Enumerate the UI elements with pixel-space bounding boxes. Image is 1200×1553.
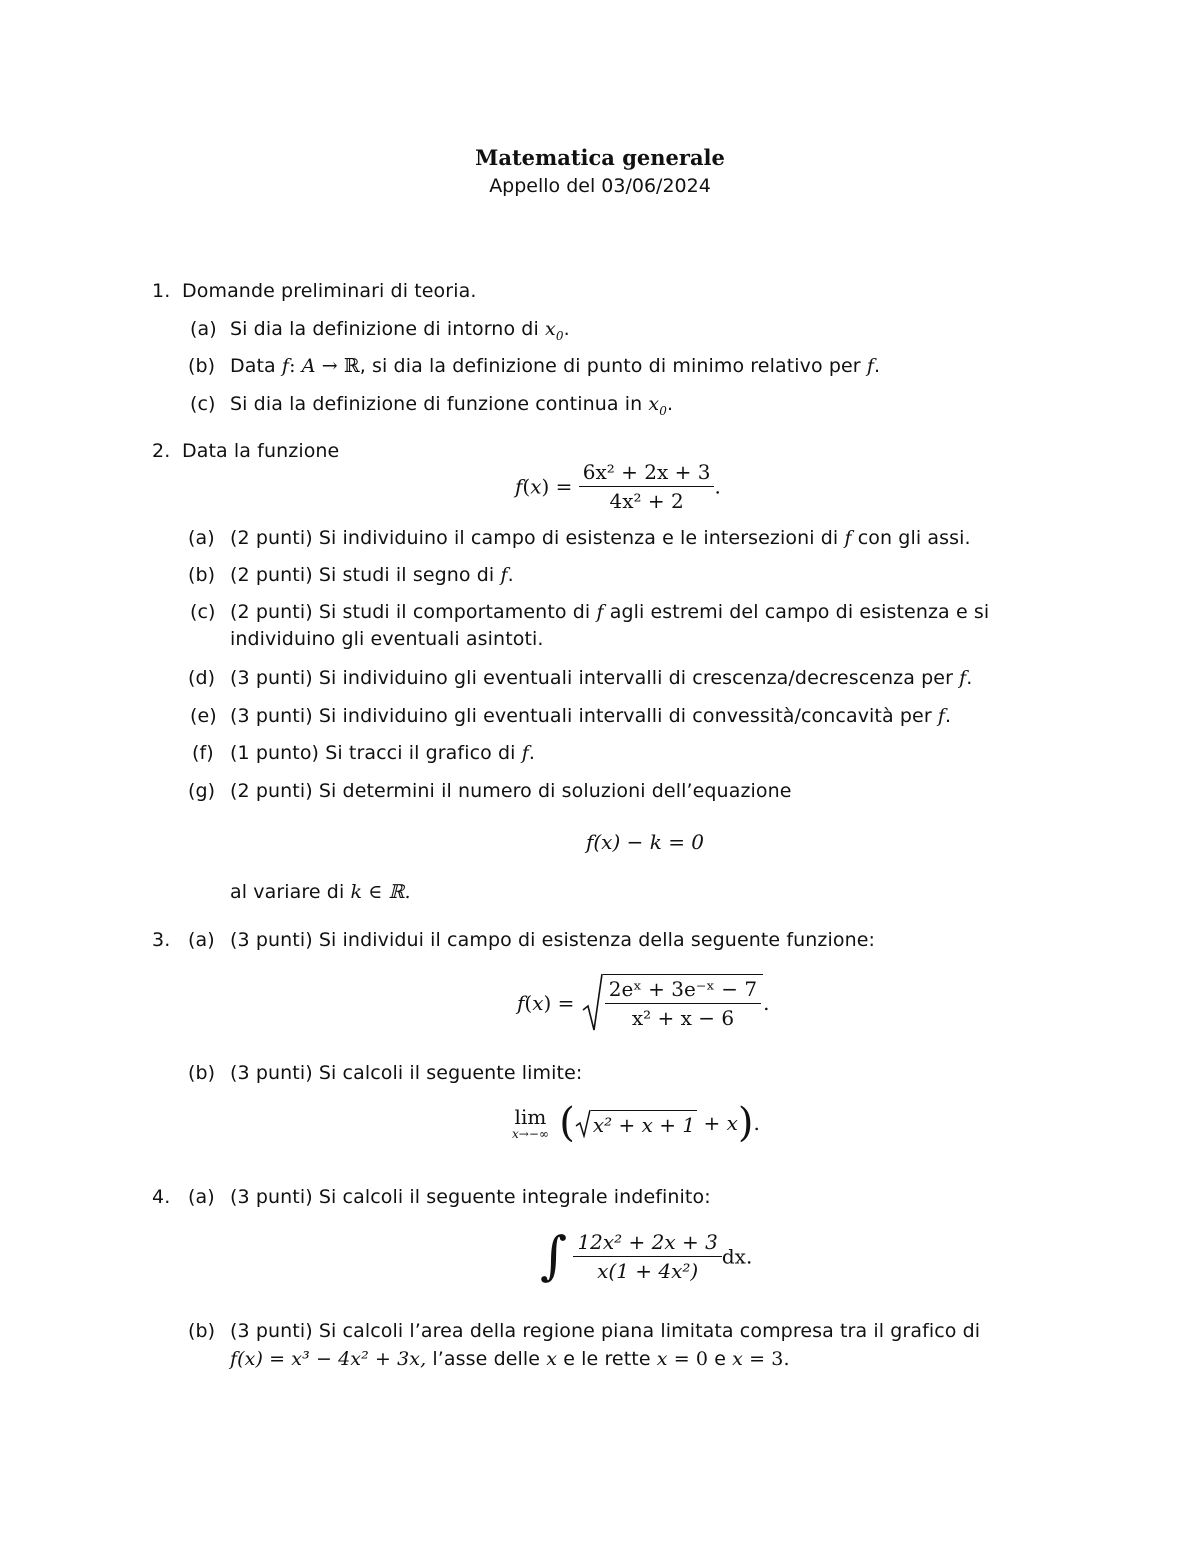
q4-a-item [230,1186,711,1208]
q3-b-limit: lim x→−∞ ( x² + x + 1 + x). [512,1100,760,1146]
q2-c-points: (2 punti) [230,601,313,623]
q4-int-numerator: 12x² + 2x + 3 [577,1230,718,1254]
q2-d-label: (d) [188,667,216,689]
q1-c-text: Si dia la definizione di funzione continua in [230,393,643,415]
q3-b-text: Si calcoli il seguente limite: [318,1062,583,1084]
q2-f-label: (f) [192,742,214,764]
page-subtitle: Appello del 03/06/2024 [489,175,711,197]
q3-a-denominator: x² + x − 6 [605,1003,761,1030]
q2-func-numerator: 6x² + 2x + 3 [582,460,711,484]
q2-c-item: (2 punti) Si studi il comportamento di f agli estremi del campo di esistenza e si [230,601,990,623]
q3-a-item [230,929,875,951]
q4-b-label: (b) [188,1320,216,1342]
q3-b-points: (3 punti) [230,1062,313,1084]
q4-b-text2: l’asse delle [432,1348,541,1370]
q2-e-item: (3 punti) Si individuino gli eventuali intervalli di convessità/concavità per f. [230,705,952,727]
q4-b-function: f(x) = x³ − 4x² + 3x, [230,1348,427,1370]
q2-f-item: (1 punto) Si tracci il grafico di f. [230,742,535,764]
q4-b-line1: Si calcoli l’area della regione piana limitata compresa tra il grafico di [318,1320,981,1342]
q1-a-text: Si dia la definizione di intorno di [230,318,539,340]
q2-f-points: (1 punto) [230,742,320,764]
q4-int-denominator: x(1 + 4x²) [573,1256,721,1283]
q4-number: 4. [152,1186,171,1208]
q1-a-item: Si dia la definizione di intorno di $x_0$. [230,318,570,343]
q2-e-text: Si individuino gli eventuali intervalli di convessità/concavità per [318,705,932,727]
q2-g-label: (g) [188,780,216,802]
q3-b-item [230,1062,582,1084]
q1-b-label: (b) [188,355,216,377]
sqrt-symbol [581,972,763,1034]
q4-b-points: (3 punti) [230,1320,313,1342]
q2-b-item: (2 punti) Si studi il segno di f. [230,564,514,586]
q1-c-label: (c) [190,393,216,415]
q3-a-label: (a) [188,929,215,951]
q2-g-after-math: k ∈ ℝ. [350,881,411,903]
q3-b-label: (b) [188,1062,216,1084]
lim-tail: + x [703,1111,738,1135]
q4-int-dx: dx. [721,1244,753,1269]
q2-c-line2: individuino gli eventuali asintoti. [230,628,544,650]
q2-g-equation: f(x) − k = 0 [585,830,705,854]
q2-g-after-text: al variare di [230,881,345,903]
q2-number: 2. [152,440,171,462]
q2-fraction [579,460,715,513]
q2-a-tail: con gli assi. [857,527,971,549]
q1-b-pre: Data [230,355,276,377]
q4-a-label: (a) [188,1186,215,1208]
q1-number: 1. [152,280,171,302]
q1-c-item: Si dia la definizione di funzione continua in $x_0$. [230,393,674,418]
q2-a-points: (2 punti) [230,527,313,549]
q4-b-line2: f(x) = x³ − 4x² + 3x, l’asse delle x e le rette x = 0 e x = 3. [230,1348,790,1370]
lim-subscript: x→−∞ [512,1127,549,1141]
q2-g-item [230,780,792,802]
q2-d-item: (3 punti) Si individuino gli eventuali intervalli di crescenza/decrescenza per f. [230,667,973,689]
q4-b-text3: e le rette [563,1348,651,1370]
lim-radicand: x² + x + 1 [591,1110,697,1137]
lim-operator [512,1105,549,1141]
page-title: Matematica generale [475,145,725,170]
q2-g-points: (2 punti) [230,780,313,802]
q4-b-item [230,1320,980,1342]
q2-b-text: Si studi il segno di [318,564,495,586]
q2-e-points: (3 punti) [230,705,313,727]
q2-c-text: Si studi il comportamento di [318,601,591,623]
q2-f-text: Si tracci il grafico di [325,742,516,764]
q2-b-label: (b) [188,564,216,586]
q1-a-label: (a) [190,318,217,340]
q3-a-points: (3 punti) [230,929,313,951]
q2-c-tail: agli estremi del campo di esistenza e si [609,601,990,623]
integral-sign: ∫ [540,1226,568,1287]
q1-b-item: Data f: A → ℝ, si dia la definizione di punto di minimo relativo per f. [230,355,881,377]
q2-intro: Data la funzione [182,440,340,462]
q4-a-points: (3 punti) [230,1186,313,1208]
q2-g-after [230,881,411,903]
q1-intro: Domande preliminari di teoria. [182,280,477,302]
q4-a-text: Si calcoli il seguente integrale indefinito: [318,1186,711,1208]
q2-a-item: (2 punti) Si individuino il campo di esistenza e le intersezioni di f con gli assi. [230,527,971,549]
q2-c-label: (c) [190,601,216,623]
q3-a-numerator: 2eˣ + 3e⁻ˣ − 7 [608,976,758,1001]
q3-a-text: Si individui il campo di esistenza della seguente funzione: [318,929,876,951]
q2-a-label: (a) [188,527,215,549]
q2-a-text: Si individuino il campo di esistenza e le intersezioni di [318,527,839,549]
q4-a-integral [540,1226,753,1287]
radical-sign [581,972,603,1034]
q2-function-formula: f(x) = $\frac{\text{6x² + 2x + 3}}{\text{4x² + 2}}$ . [515,460,721,513]
q2-func-denominator: 4x² + 2 [579,486,715,513]
q3-number: 3. [152,929,171,951]
q2-e-label: (e) [190,705,217,727]
q2-d-points: (3 punti) [230,667,313,689]
q1-b-post: , si dia la definizione di punto di minimo relativo per [359,355,861,377]
lim-word: lim [514,1105,547,1129]
q2-b-points: (2 punti) [230,564,313,586]
q2-d-text: Si individuino gli eventuali intervalli di crescenza/decrescenza per [318,667,953,689]
q3-a-formula: f(x) = $\frac{\text{2eˣ + 3e⁻ˣ − 7}}{\text{x² + x − 6}}$ . [517,972,769,1034]
q2-g-text: Si determini il numero di soluzioni dell’equazione [318,780,792,802]
radical-sign-2 [575,1108,591,1138]
